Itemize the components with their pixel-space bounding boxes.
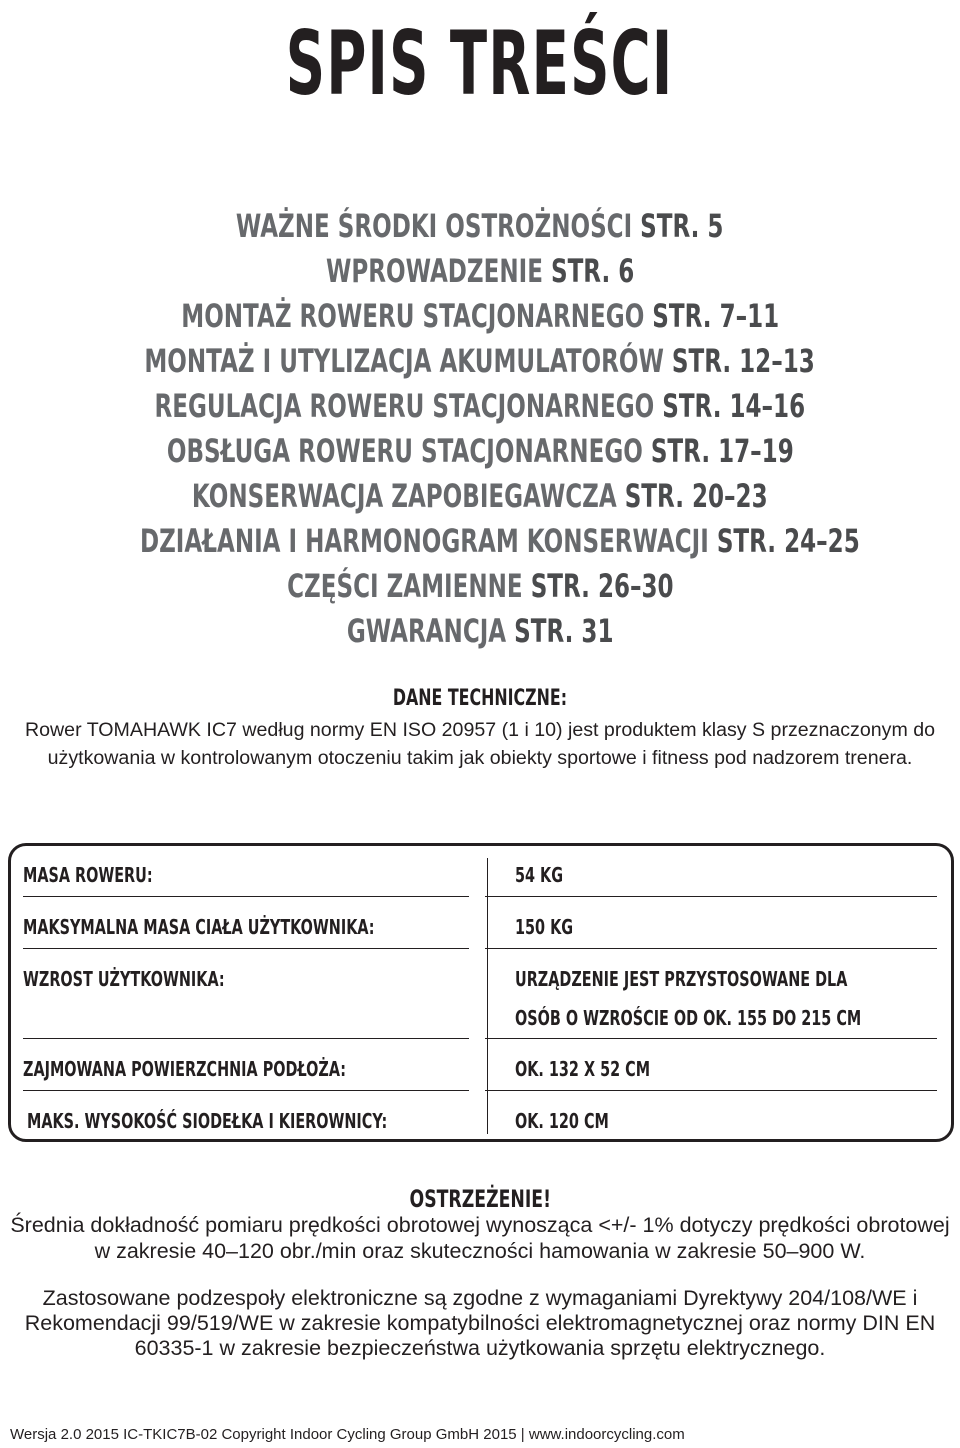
toc-item-page: STR. 20–23 (624, 477, 768, 515)
spec-value-max-user: 150 KG (515, 915, 574, 939)
toc-item-page: STR. 14–16 (662, 387, 806, 425)
toc-item-title: WAŻNE ŚRODKI OSTROŻNOŚCI (236, 207, 633, 245)
toc-item-page: STR. 31 (513, 612, 614, 650)
toc-item[interactable] (0, 474, 960, 519)
toc-item[interactable] (0, 249, 960, 294)
toc-item-title: GWARANCJA (346, 612, 506, 650)
toc-item-title: OBSŁUGA ROWERU STACJONARNEGO (166, 432, 643, 470)
spec-table (8, 843, 954, 1142)
row-divider (23, 948, 469, 949)
toc-item[interactable] (0, 384, 960, 429)
toc-item-title: DZIAŁANIA I HARMONOGRAM KONSERWACJI (139, 522, 709, 560)
spec-label-height: WZROST UŻYTKOWNIKA: (23, 967, 225, 991)
toc-item[interactable] (0, 429, 960, 474)
toc-item-page: STR. 5 (640, 207, 724, 245)
spec-value-mass: 54 KG (515, 863, 564, 887)
row-divider (485, 948, 937, 949)
toc-item-title: WPROWADZENIE (325, 252, 543, 290)
toc-item-page: STR. 7–11 (652, 297, 779, 335)
toc-item[interactable] (0, 564, 960, 609)
spec-label-mass: MASA ROWERU: (23, 863, 153, 887)
row-divider (485, 896, 937, 897)
spec-label-saddle: MAKS. WYSOKOŚĆ SIODEŁKA I KIEROWNICY: (27, 1109, 388, 1133)
toc-item[interactable] (0, 339, 960, 384)
row-divider (23, 1090, 469, 1091)
toc-item-page: STR. 26–30 (530, 567, 674, 605)
toc-item[interactable] (0, 609, 960, 654)
toc-item-page: STR. 6 (550, 252, 635, 290)
toc-item[interactable] (0, 294, 960, 339)
spec-value-height-line1: URZĄDZENIE JEST PRZYSTOSOWANE DLA (515, 967, 848, 991)
row-divider (23, 1038, 469, 1039)
row-divider (23, 896, 469, 897)
page-title: SPIS TREŚCI (286, 12, 674, 115)
toc-item-page: STR. 12–13 (672, 342, 816, 380)
column-divider (487, 858, 488, 1134)
spec-label-footprint: ZAJMOWANA POWIERZCHNIA PODŁOŻA: (23, 1057, 347, 1081)
spec-value-saddle: OK. 120 CM (515, 1109, 609, 1133)
warning-text: Średnia dokładność pomiaru prędkości obrotowej wynosząca <+/- 1% dotyczy prędkości obrotowej w zakresie 40–120 obr./min oraz skuteczności hamowania w zakresie 50–900 W. (10, 1213, 950, 1263)
table-of-contents (0, 204, 960, 654)
toc-item-title: REGULACJA ROWERU STACJONARNEGO (154, 387, 655, 425)
row-divider (485, 1090, 937, 1091)
toc-item-page: STR. 24–25 (716, 522, 860, 560)
toc-item-title: CZĘŚCI ZAMIENNE (286, 567, 523, 605)
tech-heading: DANE TECHNICZNE: (392, 686, 568, 711)
footer-copyright: Wersja 2.0 2015 IC-TKIC7B-02 Copyright Indoor Cycling Group GmbH 2015 | www.indoorcycling.com (10, 1426, 685, 1443)
spec-value-height-line2: OSÓB O WZROŚCIE OD OK. 155 DO 215 CM (515, 1006, 862, 1030)
spec-label-max-user: MAKSYMALNA MASA CIAŁA UŻYTKOWNIKA: (23, 915, 375, 939)
toc-item-title: KONSERWACJA ZAPOBIEGAWCZA (192, 477, 617, 515)
toc-item[interactable] (0, 204, 960, 249)
compliance-text: Zastosowane podzespoły elektroniczne są zgodne z wymaganiami Dyrektywy 204/108/WE i Rekomendacji 99/519/WE w zakresie kompatybilności elektromagnetycznej oraz normy DIN EN 60335-1 w zakresie bezpieczeństwa użytkowania sprzętu elektrycznego. (24, 1286, 936, 1360)
toc-item-page: STR. 17–19 (650, 432, 794, 470)
toc-item-title: MONTAŻ ROWERU STACJONARNEGO (181, 297, 645, 335)
tech-description: Rower TOMAHAWK IC7 według normy EN ISO 20957 (1 i 10) jest produktem klasy S przeznaczonym do użytkowania w kontrolowanym otoczeniu takim jak obiekty sportowe i fitness pod nadzorem trenera. (24, 719, 936, 769)
toc-item[interactable] (0, 519, 960, 564)
warning-heading: OSTRZEŻENIE! (409, 1185, 551, 1213)
row-divider (485, 1038, 937, 1039)
spec-value-footprint: OK. 132 X 52 CM (515, 1057, 651, 1081)
toc-item-title: MONTAŻ I UTYLIZACJA AKUMULATORÓW (144, 342, 665, 380)
